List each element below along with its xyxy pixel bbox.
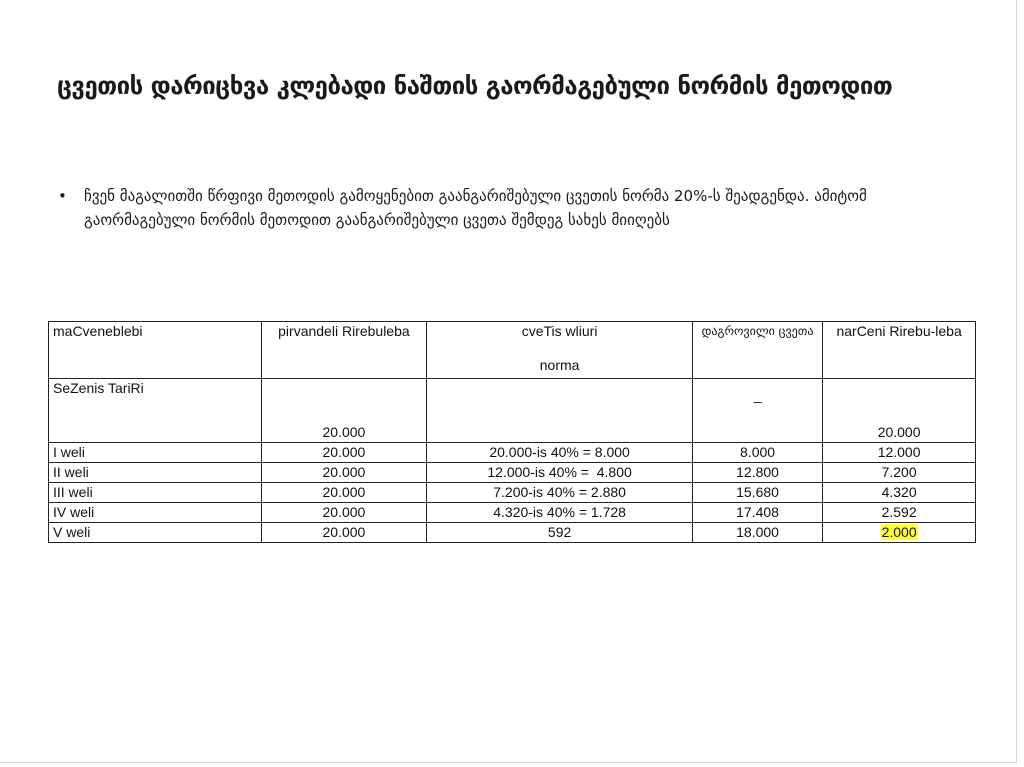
row-remaining-cell [823, 523, 976, 543]
row-depreciation: 4.320-is 40% = 1.728 [427, 503, 693, 523]
row-accumulated: 17.408 [692, 503, 822, 523]
table-row [49, 483, 976, 503]
row-accumulated: 8.000 [692, 443, 822, 463]
header-annual-depreciation-line1: cveTis wliuri [521, 323, 598, 339]
row-label: III weli [49, 483, 262, 503]
header-initial-value: pirvandeli Rirebuleba [261, 322, 427, 379]
depreciation-table [48, 321, 976, 543]
row-initial-value: 20.000 [261, 379, 427, 443]
row-remaining: 4.320 [823, 483, 976, 503]
row-remaining: 12.000 [823, 443, 976, 463]
row-accumulated: 15.680 [692, 483, 822, 503]
bullet-icon: • [58, 187, 67, 205]
row-label: V weli [49, 523, 262, 543]
table-row [49, 523, 976, 543]
row-initial-value: 20.000 [261, 443, 427, 463]
row-initial-value: 20.000 [261, 483, 427, 503]
row-initial-value: 20.000 [261, 523, 427, 543]
header-remaining-value: narCeni Rirebu-leba [823, 322, 976, 379]
row-remaining: 2.592 [823, 503, 976, 523]
header-annual-depreciation-line2: norma [539, 357, 580, 373]
row-label: IV weli [49, 503, 262, 523]
row-remaining-highlighted: 2.000 [881, 524, 917, 540]
slide-title: ცვეთის დარიცხვა კლებადი ნაშთის გაორმაგებული ნორმის მეთოდით [57, 72, 893, 100]
table-row [49, 463, 976, 483]
row-initial-value: 20.000 [261, 503, 427, 523]
row-depreciation [427, 379, 693, 443]
row-initial-value: 20.000 [261, 463, 427, 483]
row-depreciation: 7.200-is 40% = 2.880 [427, 483, 693, 503]
bullet-text: ჩვენ მაგალითში წრფივი მეთოდის გამოყენებით გაანგარიშებული ცვეთის ნორმა 20%-ს შეადგენდა. ამიტომ გაორმაგებული ნორმის მეთოდით გაანგარიშებული ცვეთა შემდეგ სახეს მიიღებს [84, 187, 867, 229]
header-annual-depreciation [427, 322, 693, 379]
row-depreciation: 12.000-is 40% = 4.800 [427, 463, 693, 483]
row-accumulated: 12.800 [692, 463, 822, 483]
row-label: II weli [49, 463, 262, 483]
row-accumulated: 18.000 [692, 523, 822, 543]
header-indicators: maCveneblebi [49, 322, 262, 379]
table-header-row [49, 322, 976, 379]
row-remaining: 20.000 [823, 379, 976, 443]
row-depreciation: 20.000-is 40% = 8.000 [427, 443, 693, 463]
table-row [49, 503, 976, 523]
table-row [49, 443, 976, 463]
row-accumulated: _ [692, 379, 822, 443]
row-depreciation: 592 [427, 523, 693, 543]
table-row [49, 379, 976, 443]
row-remaining: 7.200 [823, 463, 976, 483]
header-accumulated-depreciation: დაგროვილი ცვეთა [692, 322, 822, 379]
row-label: SeZenis TariRi [49, 379, 262, 443]
bullet-paragraph [58, 184, 968, 232]
row-label: I weli [49, 443, 262, 463]
